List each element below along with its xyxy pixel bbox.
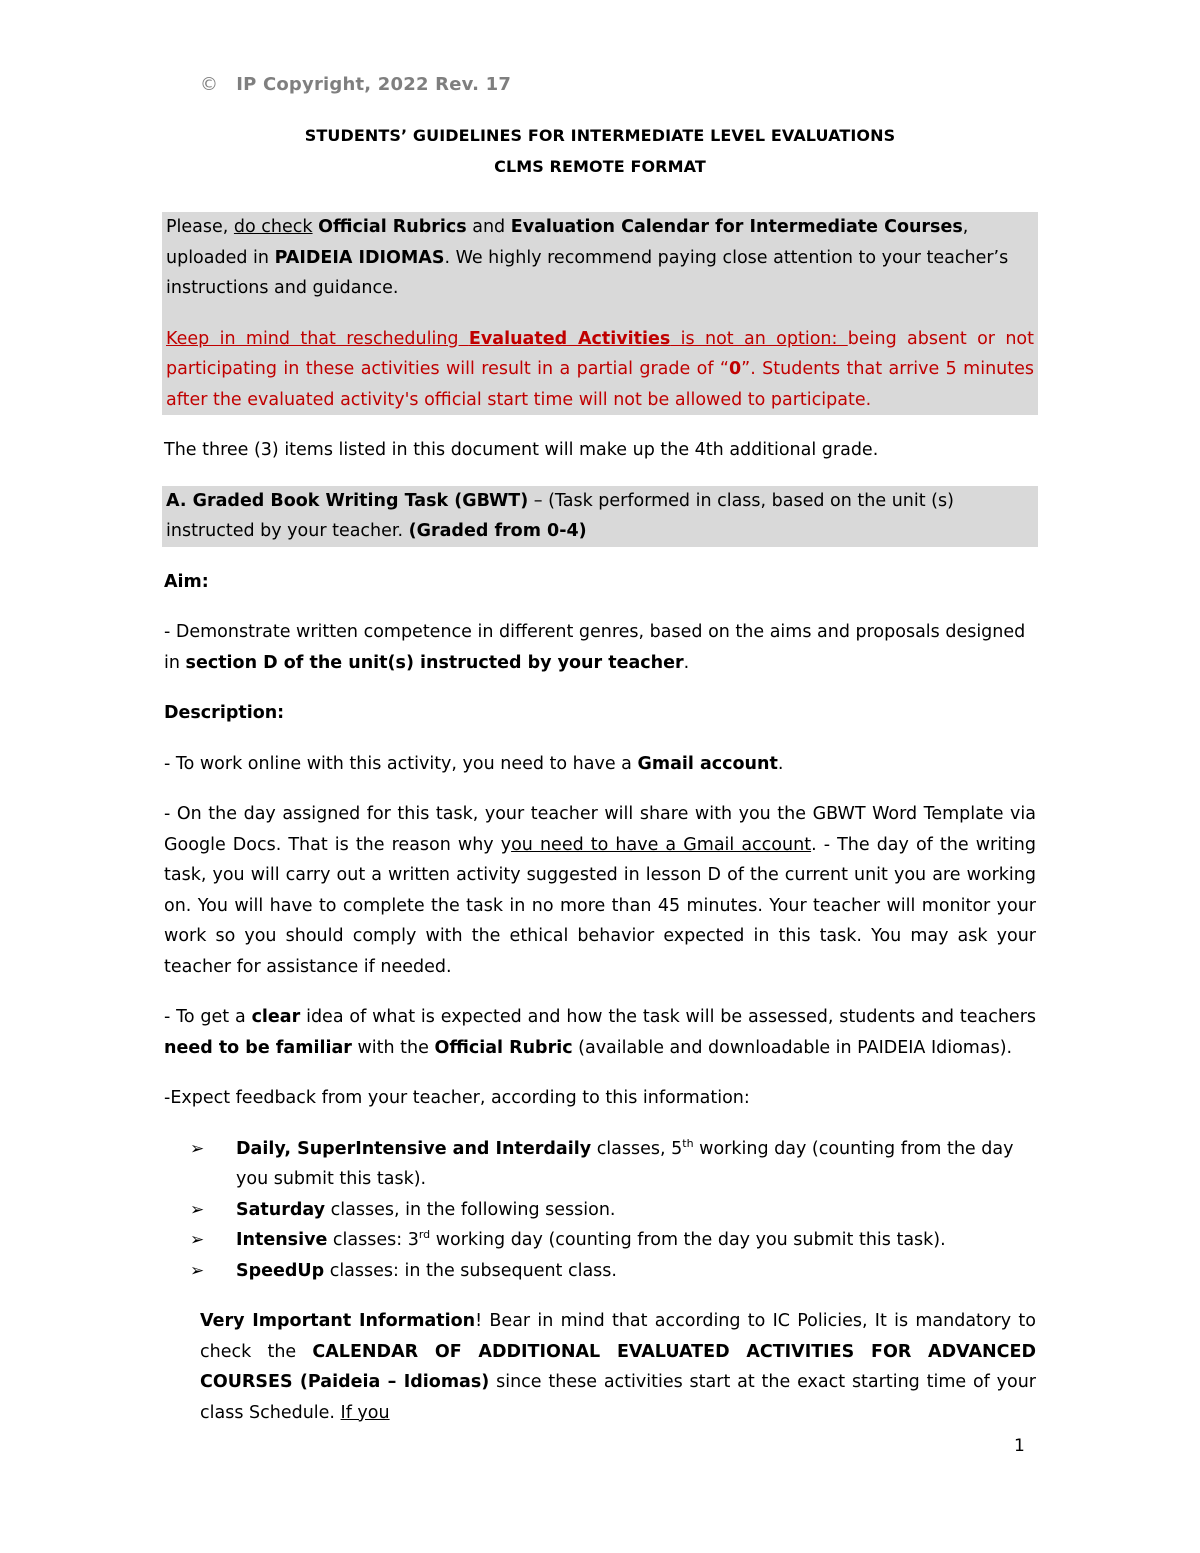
list-item: ➢ Daily, SuperIntensive and Interdaily classes, 5th working day (counting from the day you submit this task). <box>236 1134 1036 1195</box>
notice-paragraph: Please, do check Official Rubrics and Evaluation Calendar for Intermediate Courses, uploaded in PAIDEIA IDIOMAS. We highly recommend paying close attention to your teacher’s instructions and guidance. <box>166 217 1009 298</box>
list-item: ➢ Intensive classes: 3rd working day (counting from the day you submit this task). <box>236 1225 1036 1256</box>
description-paragraph-2: - On the day assigned for this task, your teacher will share with you the GBWT Word Template via Google Docs. That is the reason why you need to have a Gmail account. - The day of the writing task, you will carry out a written activity suggested in lesson D of the current unit you are working on. You will have to complete the task in no more than 45 minutes. Your teacher will monitor your work so you should comply with the ethical behavior expected in this task. You may ask your teacher for assistance if needed. <box>164 804 1036 977</box>
section-a-heading-box <box>162 486 1038 547</box>
description-label: Description: <box>164 703 285 723</box>
warning-paragraph: Keep in mind that rescheduling Evaluated Activities is not an option: being absent or not participating in these activities will result in a partial grade of “0”. Students that arrive 5 minutes after the evaluated activity's official start time will not be allowed to participate. <box>166 328 1035 410</box>
arrow-bullet-icon: ➢ <box>190 1199 205 1220</box>
description-paragraph-1: - To work online with this activity, you need to have a Gmail account. <box>164 753 784 774</box>
arrow-bullet-icon: ➢ <box>190 1138 205 1159</box>
list-item: ➢ SpeedUp classes: in the subsequent class. <box>236 1256 1036 1287</box>
list-item: ➢ Saturday classes, in the following session. <box>236 1195 1036 1226</box>
arrow-bullet-icon: ➢ <box>190 1260 205 1281</box>
notice-box <box>162 212 1038 415</box>
copyright-text: IP Copyright, 2022 Rev. 17 <box>236 74 512 95</box>
arrow-bullet-icon: ➢ <box>190 1230 205 1250</box>
copyright-line <box>200 74 511 95</box>
page-number: 1 <box>1014 1436 1025 1456</box>
feedback-list <box>164 1134 1036 1287</box>
intro-paragraph: The three (3) items listed in this document will make up the 4th additional grade. <box>164 440 879 460</box>
description-paragraph-3: - To get a clear idea of what is expected and how the task will be assessed, students and teachers need to be familiar with the Official Rubric (available and downloadable in PAIDEIA Idiomas). <box>164 1007 1037 1058</box>
aim-paragraph: - Demonstrate written competence in different genres, based on the aims and proposals designed in section D of the unit(s) instructed by your teacher. <box>164 622 1026 673</box>
document-subtitle: CLMS REMOTE FORMAT <box>494 157 706 176</box>
feedback-intro: -Expect feedback from your teacher, according to this information: <box>164 1088 750 1108</box>
document-title: STUDENTS’ GUIDELINES FOR INTERMEDIATE LEVEL EVALUATIONS <box>304 126 896 145</box>
document-body <box>164 212 1036 1448</box>
copyright-icon: © <box>200 74 219 95</box>
section-a-heading: A. Graded Book Writing Task (GBWT) – (Task performed in class, based on the unit (s) instructed by your teacher. (Graded from 0-4) <box>166 490 954 541</box>
aim-label: Aim: <box>164 571 209 592</box>
important-info-paragraph: Very Important Information! Bear in mind that according to IC Policies, It is mandatory to check the CALENDAR OF ADDITIONAL EVALUATED ACTIVITIES FOR ADVANCED COURSES (Paideia – Idiomas) since these activities start at the exact starting time of your class Schedule. If you <box>200 1311 1037 1423</box>
